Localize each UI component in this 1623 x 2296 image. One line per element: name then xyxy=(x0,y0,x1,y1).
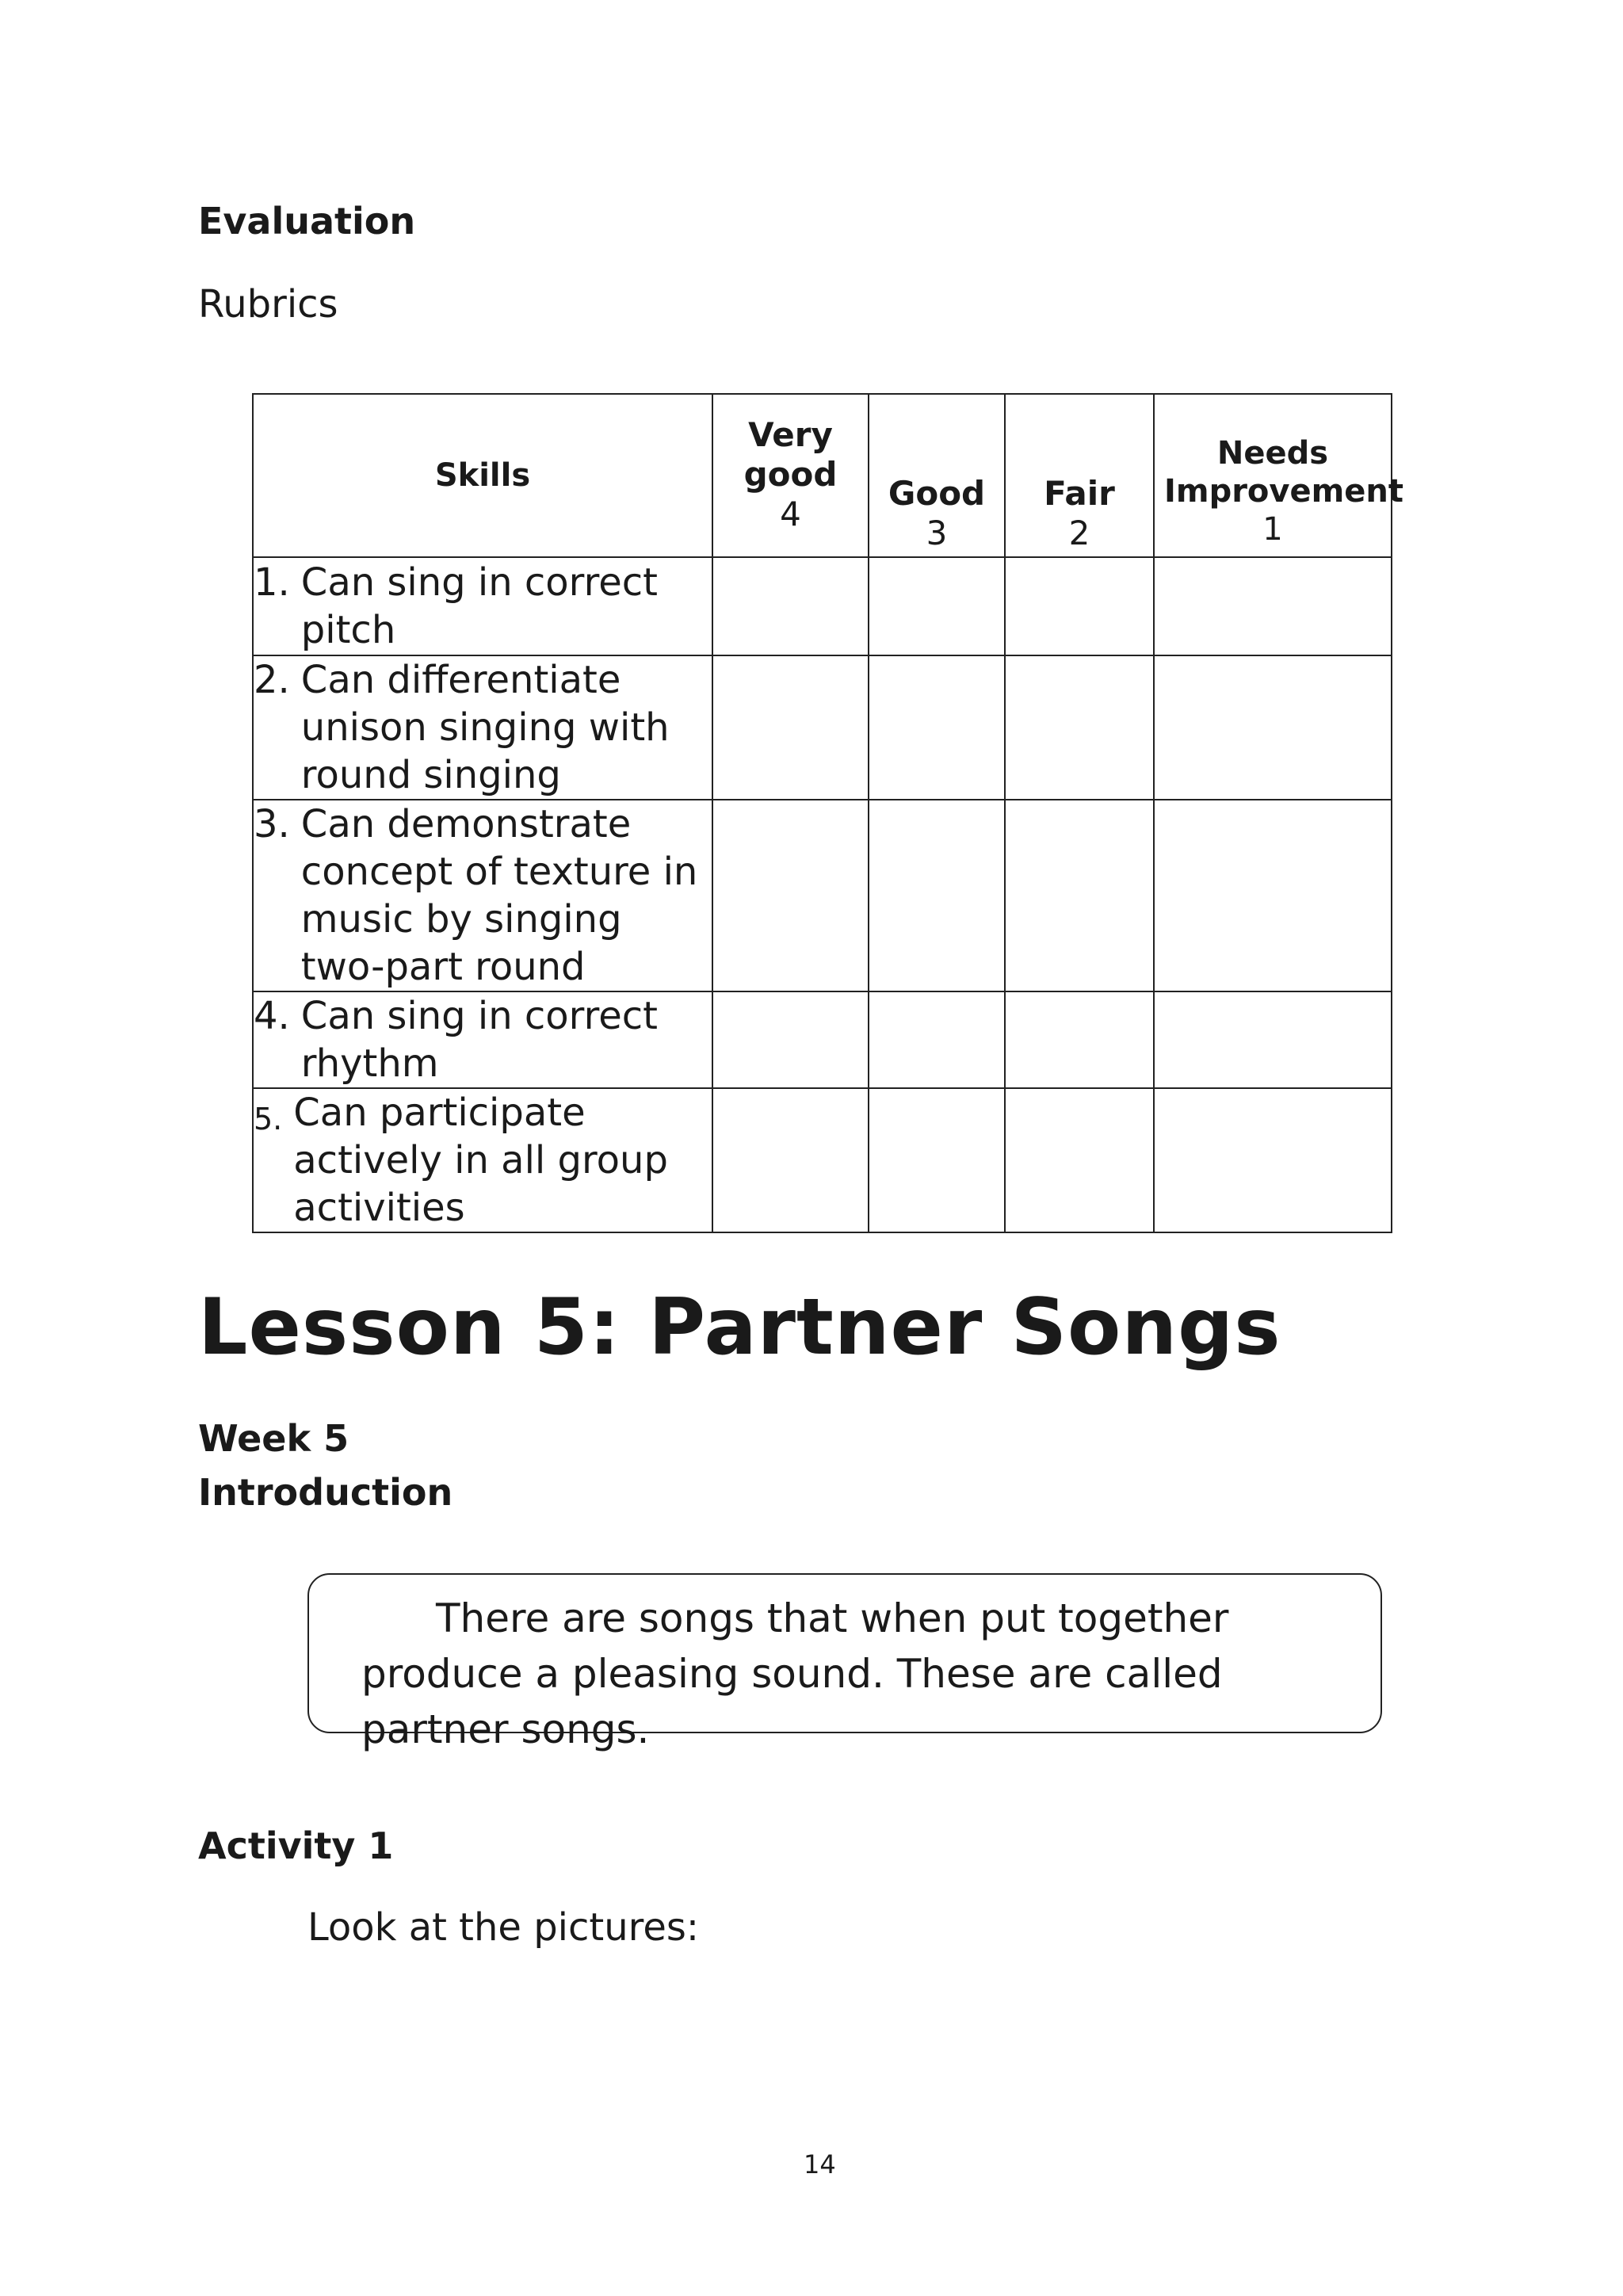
week-label: Week 5 xyxy=(198,1417,349,1460)
score-cell xyxy=(712,557,869,655)
skill-cell xyxy=(253,557,712,655)
score-cell xyxy=(1005,800,1154,991)
score-cell xyxy=(1154,655,1392,800)
score-cell xyxy=(869,655,1005,800)
score-cell xyxy=(1005,655,1154,800)
activity-heading: Activity 1 xyxy=(198,1824,394,1867)
header-label: Fair xyxy=(1044,474,1115,513)
score-cell xyxy=(1154,991,1392,1088)
score-cell xyxy=(1154,557,1392,655)
score-cell xyxy=(869,1088,1005,1232)
score-cell xyxy=(712,1088,869,1232)
skill-number: 3. xyxy=(254,802,290,846)
introduction-text: There are songs that when put together produce a pleasing sound. These are called partner songs. xyxy=(361,1595,1229,1752)
skill-number: 5. xyxy=(254,1102,283,1137)
introduction-box xyxy=(307,1573,1382,1752)
skill-text: Can sing in correct pitch xyxy=(300,560,658,652)
header-fair xyxy=(1005,394,1154,557)
header-label: Good xyxy=(888,474,986,513)
skill-text: Can differentiate unison singing with round singing xyxy=(300,658,670,797)
header-very-good xyxy=(712,394,869,557)
skill-text: Can participate actively in all group activities xyxy=(293,1091,668,1230)
header-label: Needs Improvement xyxy=(1164,435,1404,510)
header-label: Skills xyxy=(434,457,531,494)
score-cell xyxy=(1154,800,1392,991)
score-cell xyxy=(869,991,1005,1088)
table-header-row xyxy=(253,394,1392,557)
header-skills xyxy=(253,394,712,557)
table-row xyxy=(253,655,1392,800)
score-cell xyxy=(712,800,869,991)
skill-cell xyxy=(253,800,712,991)
table-row xyxy=(253,1088,1392,1232)
activity-instruction: Look at the pictures: xyxy=(307,1905,700,1950)
score-cell xyxy=(1005,557,1154,655)
header-good xyxy=(869,394,1005,557)
rubrics-table xyxy=(252,393,1404,1233)
skill-cell xyxy=(253,1088,712,1232)
score-cell xyxy=(1154,1088,1392,1232)
table-row xyxy=(253,991,1392,1088)
header-score: 2 xyxy=(1068,514,1090,552)
page-number: 14 xyxy=(804,2149,836,2179)
score-cell xyxy=(869,557,1005,655)
score-cell xyxy=(1005,991,1154,1088)
table-row xyxy=(253,557,1392,655)
skill-cell xyxy=(253,655,712,800)
score-cell xyxy=(1005,1088,1154,1232)
score-cell xyxy=(712,991,869,1088)
score-cell xyxy=(869,800,1005,991)
table-row xyxy=(253,800,1392,991)
skill-text: Can sing in correct rhythm xyxy=(300,994,658,1086)
skill-number: 1. xyxy=(254,560,290,605)
rubrics-label: Rubrics xyxy=(198,282,338,327)
header-needs-improvement xyxy=(1154,394,1404,557)
skill-cell xyxy=(253,991,712,1088)
introduction-heading: Introduction xyxy=(198,1471,453,1514)
skill-number: 4. xyxy=(254,994,290,1038)
header-score: 1 xyxy=(1262,511,1283,548)
skill-number: 2. xyxy=(254,658,290,702)
header-score: 4 xyxy=(780,495,801,533)
header-label: Very good xyxy=(743,415,838,494)
skill-text: Can demonstrate concept of texture in music by singing two-part round xyxy=(300,802,698,989)
header-score: 3 xyxy=(926,514,948,552)
lesson-title: Lesson 5: Partner Songs xyxy=(198,1282,1281,1373)
score-cell xyxy=(712,655,869,800)
evaluation-heading: Evaluation xyxy=(198,200,416,243)
